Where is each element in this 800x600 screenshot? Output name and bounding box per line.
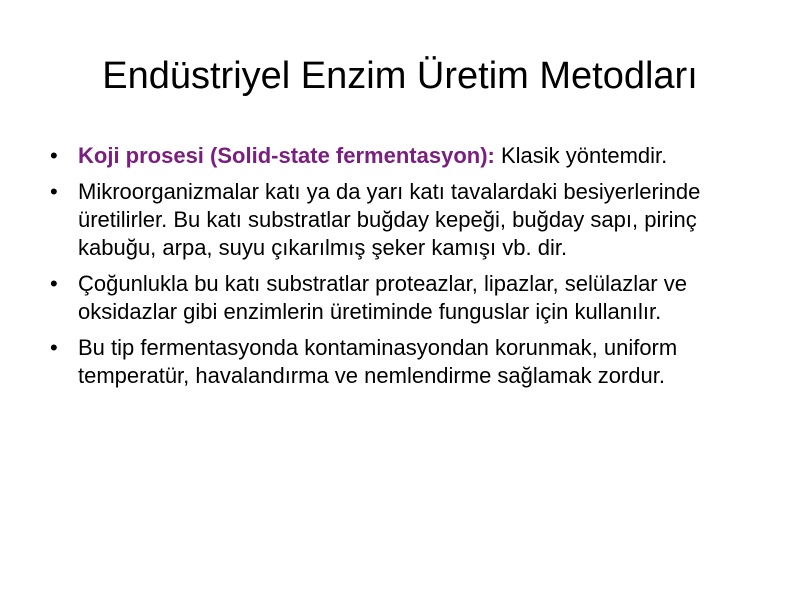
bullet-text: Bu tip fermentasyonda kontaminasyondan korunmak, uniform temperatür, havalandırma ve nemlendirme sağlamak zordur. [78,335,678,388]
bullet-icon: • [50,179,58,204]
bullet-text: Mikroorganizmalar katı ya da yarı katı tavalardaki besiyerlerinde üretilirler. Bu katı substratlar buğday kepeği, buğday sapı, pirinç kabuğu, arpa, suyu çıkarılmış şeker kamışı vb. dir. [78,179,701,260]
bullet-text: Çoğunlukla bu katı substratlar proteazlar, lipazlar, selülazlar ve oksidazlar gibi enzimlerin üretiminde funguslar için kullanılır. [78,271,687,324]
bullet-text: Klasik yöntemdir. [494,143,668,168]
bullet-icon: • [50,271,58,296]
bullet-item-difficulties [50,334,770,390]
bullet-list [50,142,770,398]
bullet-icon: • [50,335,58,360]
bullet-item-koji [50,142,770,170]
highlighted-term: Koji prosesi (Solid-state fermentasyon): [78,143,495,168]
bullet-item-substrates [50,270,770,326]
bullet-item-microorganisms [50,178,770,262]
bullet-icon: • [50,143,58,168]
slide-title: Endüstriyel Enzim Üretim Metodları [102,55,698,97]
